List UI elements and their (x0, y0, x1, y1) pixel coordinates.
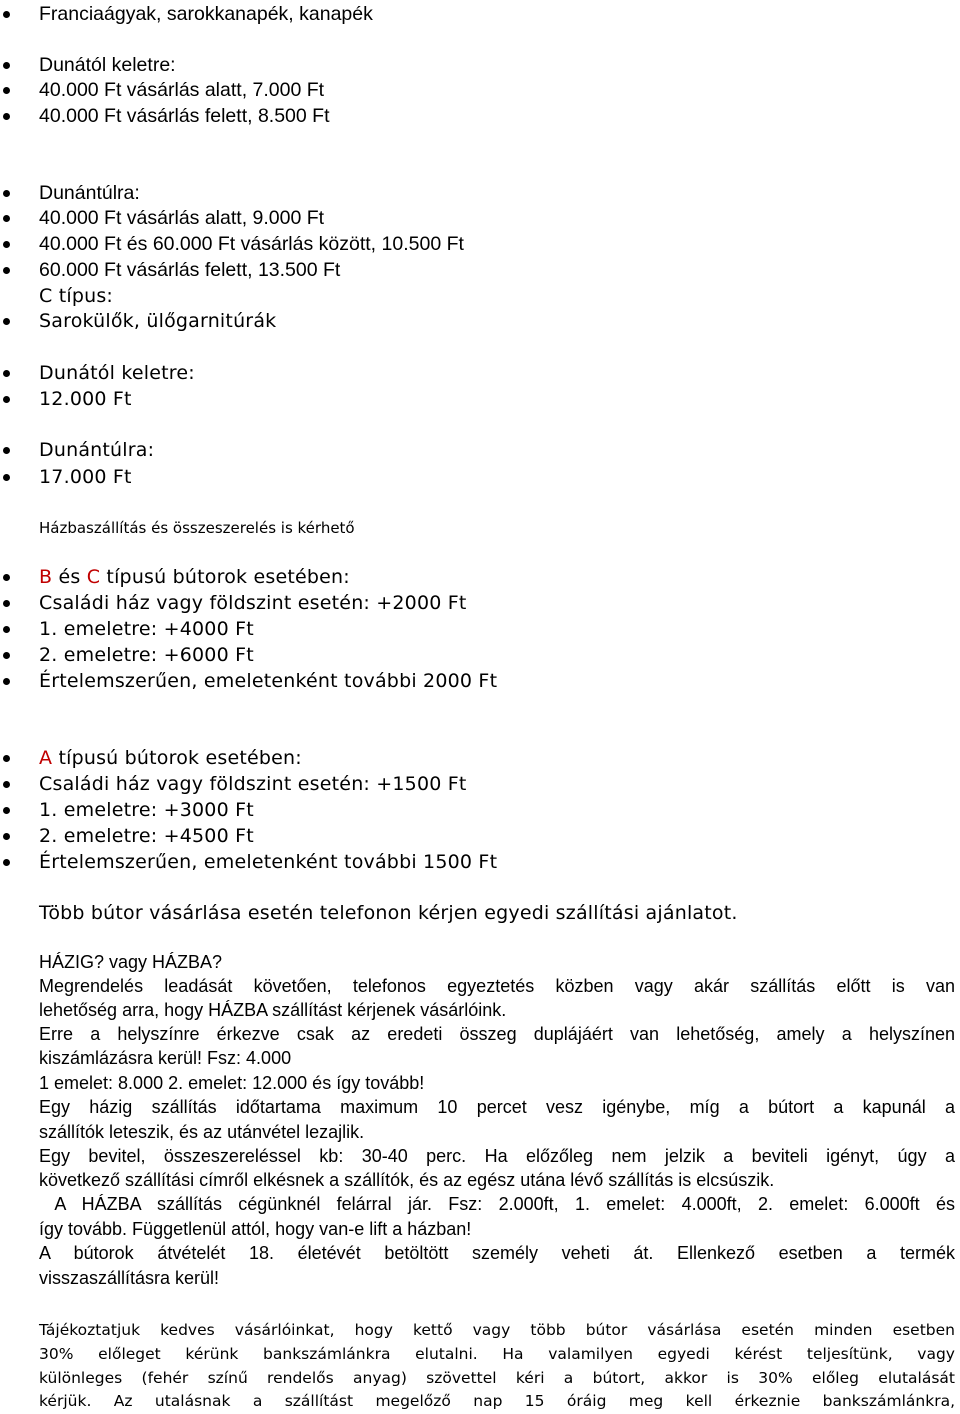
terms-line: Erre a helyszínre érkezve csak az eredeti összeg duplájáért van lehetőség, amely a helyszínen (39, 1024, 955, 1044)
list-item: Dunától keletre: (39, 362, 195, 384)
list-item: Családi ház vagy földszint esetén: +1500 Ft (39, 773, 467, 795)
type-b-label: B (39, 566, 53, 588)
bullet-icon (3, 190, 10, 197)
list-item: 40.000 Ft vásárlás alatt, 9.000 Ft (39, 207, 325, 229)
bullet-icon (3, 370, 10, 377)
terms-line: Megrendelés leadását követően, telefonos egyeztetés közben vagy akár szállítás előtt is van (39, 976, 955, 996)
list-item: 2. emeletre: +4500 Ft (39, 825, 254, 847)
type-a-label: A (39, 747, 53, 769)
terms-line: kiszámlázásra kerül! Fsz: 4.000 (39, 1048, 292, 1068)
info-line: különleges (fehér színű rendelős anyag) szövettel kéri a bútort, akkor is 30% előleg elutalását (39, 1369, 955, 1387)
list-item: 1. emeletre: +4000 Ft (39, 618, 254, 640)
bullet-icon (3, 833, 10, 840)
terms-line: lehetőség arra, hogy HÁZBA szállítást kérjenek vásárlóink. (39, 1000, 507, 1020)
terms-line: Egy bevitel, összeszereléssel kb: 30-40 perc. Ha előzőleg nem jelzik a beviteli igényt, úgy a (39, 1146, 955, 1166)
info-line: Tájékoztatjuk kedves vásárlóinkat, hogy kettő vagy több bútor vásárlása esetén minden esetben (39, 1321, 955, 1339)
list-item: 60.000 Ft vásárlás felett, 13.500 Ft (39, 259, 341, 281)
terms-line: visszaszállításra kerül! (39, 1268, 220, 1288)
list-item: 2. emeletre: +6000 Ft (39, 644, 254, 666)
bullet-icon (3, 396, 10, 403)
heading-text: típusú bútorok esetében: (52, 747, 302, 769)
terms-line: szállítók leteszik, és az utánvétel lezajlik. (39, 1122, 365, 1142)
list-item: Értelemszerűen, emeletenként további 1500 Ft (39, 851, 498, 873)
list-item: Dunántúlra: (39, 182, 140, 204)
bullet-icon (3, 447, 10, 454)
quote-note: Több bútor vásárlása esetén telefonon kérjen egyedi szállítási ajánlatot. (39, 902, 738, 924)
bullet-icon (3, 781, 10, 788)
terms-line: A bútorok átvételét 18. életévét betöltött személy veheti át. Ellenkező esetben a termék (39, 1243, 955, 1263)
heading-connector: és (52, 566, 87, 588)
list-item: Családi ház vagy földszint esetén: +2000 Ft (39, 592, 467, 614)
bullet-icon (3, 62, 10, 69)
info-line: 30% előleget kérünk bankszámlánkra elutalni. Ha valamilyen egyedi kérést teljesítünk, vagy (39, 1345, 955, 1363)
bullet-icon (3, 267, 10, 274)
bullet-icon (3, 755, 10, 762)
terms-line: így tovább. Függetlenül attól, hogy van-e lift a házban! (39, 1219, 472, 1239)
list-item: Értelemszerűen, emeletenként további 2000 Ft (39, 670, 498, 692)
bullet-icon (3, 574, 10, 581)
list-item: 1. emeletre: +3000 Ft (39, 799, 254, 821)
bullet-icon (3, 652, 10, 659)
bullet-icon (3, 859, 10, 866)
bullet-icon (3, 626, 10, 633)
bullet-icon (3, 87, 10, 94)
list-item: C típus: (39, 285, 114, 307)
bullet-icon (3, 11, 10, 18)
section-heading (39, 565, 350, 589)
section-heading (39, 746, 302, 770)
list-item: Franciaágyak, sarokkanapék, kanapék (39, 3, 373, 25)
terms-line: következő szállítási címről elkésnek a szállítók, és az egész utána lévő szállítás is elcsúszik. (39, 1170, 775, 1190)
bullet-icon (3, 113, 10, 120)
bullet-icon (3, 241, 10, 248)
bullet-icon (3, 215, 10, 222)
bullet-icon (3, 678, 10, 685)
bullet-icon (3, 474, 10, 481)
list-item: 17.000 Ft (39, 466, 132, 488)
terms-line: Egy házig szállítás időtartama maximum 10 percet vesz igénybe, míg a bútort a kapunál a (39, 1097, 955, 1117)
list-item: Dunántúlra: (39, 439, 155, 461)
heading-text: típusú bútorok esetében: (100, 566, 350, 588)
type-c-label: C (86, 566, 101, 588)
list-item: 40.000 Ft és 60.000 Ft vásárlás között, 10.500 Ft (39, 233, 464, 255)
list-item: Sarokülők, ülőgarnitúrák (39, 310, 277, 332)
bullet-icon (3, 807, 10, 814)
info-line: kérjük. Az utalásnak a szállítást megelőző nap 15 óráig meg kell érkeznie bankszámlánkra, (39, 1392, 955, 1410)
list-item: 40.000 Ft vásárlás alatt, 7.000 Ft (39, 79, 325, 101)
terms-line: 1 emelet: 8.000 2. emelet: 12.000 és így tovább! (39, 1073, 425, 1093)
list-item: 12.000 Ft (39, 388, 132, 410)
bullet-icon (3, 600, 10, 607)
list-item: 40.000 Ft vásárlás felett, 8.500 Ft (39, 105, 330, 127)
list-item: Dunától keletre: (39, 54, 176, 76)
terms-line: A HÁZBA szállítás cégünknél felárral jár. Fsz: 2.000ft, 1. emelet: 4.000ft, 2. emelet: 6.000ft és (39, 1194, 955, 1214)
home-delivery-note: Házbaszállítás és összeszerelés is kérhető (39, 519, 355, 537)
terms-heading: HÁZIG? vagy HÁZBA? (39, 952, 223, 972)
bullet-icon (3, 318, 10, 325)
